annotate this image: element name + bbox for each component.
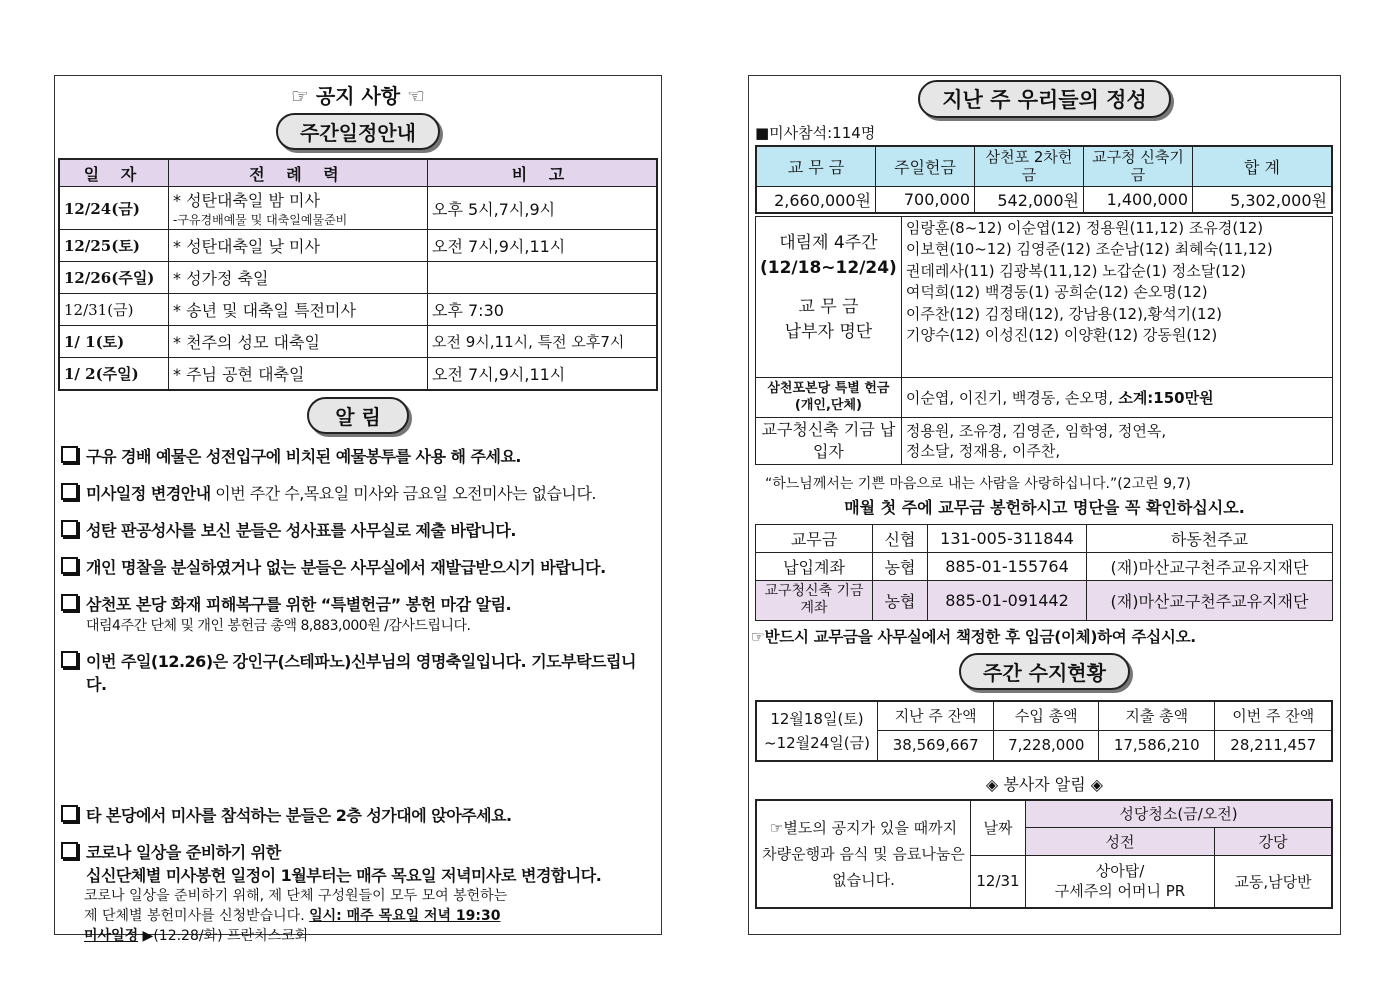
notice-detail-block xyxy=(61,886,655,946)
checkbox-icon xyxy=(61,446,78,463)
donor-label-line: 납부자 명단 xyxy=(784,321,873,342)
account-bank: 농협 xyxy=(873,552,928,580)
offering-panel xyxy=(748,75,1341,935)
volunteer-sub-header: 강당 xyxy=(1215,828,1333,856)
notice-item xyxy=(61,444,655,467)
account-label: 교무금 xyxy=(756,524,873,552)
row-date: 1/ 2(주일) xyxy=(59,358,169,391)
notice-text: 개인 명찰을 분실하였거나 없는 분들은 사무실에서 재발급받으시기 바랍니다. xyxy=(86,558,606,577)
finance-header: 지난 주 잔액 xyxy=(878,701,994,731)
building-names-line: 정소달, 정재용, 이주찬, xyxy=(905,441,1061,460)
notice-detail: 제 단체별 봉헌미사를 신청받습니다. xyxy=(84,908,305,924)
row-date: 12/24(금) xyxy=(59,187,169,230)
notice-text: 십신단체별 미사봉헌 일정이 1월부터는 매주 목요일 저녁미사로 변경합니다. xyxy=(86,866,602,885)
volunteer-table xyxy=(755,799,1333,909)
finance-value: 38,569,667 xyxy=(878,731,994,761)
notice-panel xyxy=(54,75,662,944)
notice-item xyxy=(61,649,655,695)
donor-line: 기양수(12) 이성진(12) 이양환(12) 강동원(12) xyxy=(905,326,1218,344)
value-tithe: 2,660,000원 xyxy=(756,186,876,213)
row-date: 12/26(주일) xyxy=(59,262,169,294)
account-label: 납입계좌 xyxy=(756,552,873,580)
notice-item xyxy=(61,803,655,826)
header-sunday: 주일헌금 xyxy=(876,146,975,186)
notice-detail: 이번 주간 수,목요일 미사와 금요일 오전미사는 없습니다. xyxy=(210,484,596,503)
row-event: * 성탄대축일 낮 미사 xyxy=(169,230,428,262)
table-row xyxy=(59,187,657,230)
account-holder: 하동천주교 xyxy=(1087,524,1333,552)
account-holder: (재)마산교구천주교유지재단 xyxy=(1087,552,1333,580)
row-note: 오전 9시,11시, 특전 오후7시 xyxy=(428,326,658,358)
finance-value: 7,228,000 xyxy=(994,731,1099,761)
alert-title: 알 림 xyxy=(307,397,409,434)
building-label: 교구청신축 기금 납입자 xyxy=(756,417,902,464)
volunteer-clean-header: 성당청소(금/오전) xyxy=(1026,800,1333,828)
volunteer-hall-line: 상아탑/ xyxy=(1095,862,1145,881)
notice-item xyxy=(61,555,655,578)
notice-text: 삼천포 본당 화재 피해복구를 위한 “특별헌금” 봉헌 마감 알림. xyxy=(86,595,512,614)
notice-text: 미사일정 변경안내 xyxy=(86,484,211,503)
offering-table xyxy=(755,145,1333,214)
checkbox-icon xyxy=(61,520,78,537)
finance-header: 수입 총액 xyxy=(994,701,1099,731)
donor-label-line: 교 무 금 xyxy=(798,296,859,317)
building-names-line: 정용원, 조유경, 김영준, 임학영, 정연옥, xyxy=(905,421,1167,440)
donor-names xyxy=(901,216,1332,377)
notice-item xyxy=(61,481,655,504)
header-total: 합 계 xyxy=(1193,146,1333,186)
checkbox-icon xyxy=(61,594,78,611)
value-second: 542,000원 xyxy=(975,186,1084,213)
notice-text: 성탄 판공성사를 보신 분들은 성사표를 사무실로 제출 바랍니다. xyxy=(86,521,516,540)
donor-label xyxy=(756,216,902,377)
header-second: 삼천포 2차헌금 xyxy=(975,146,1084,186)
volunteer-title: ◈ 봉사자 알림 ◈ xyxy=(985,774,1104,794)
checkbox-icon xyxy=(61,651,78,668)
row-event: * 송년 및 대축일 특전미사 xyxy=(169,294,428,326)
donor-line: 여덕희(12) 백경동(1) 공희순(12) 손오명(12) xyxy=(905,283,1208,301)
table-row xyxy=(59,358,657,391)
volunteer-date: 12/31 xyxy=(971,856,1026,908)
finance-period-line: ~12월24일(금) xyxy=(764,733,870,752)
donor-line: 권데레사(11) 김광복(11,12) 노갑순(1) 정소달(12) xyxy=(905,261,1246,280)
checkbox-icon xyxy=(61,557,78,574)
finance-table xyxy=(755,700,1333,762)
row-note: 오전 7시,9시,11시 xyxy=(428,358,658,391)
volunteer-hall xyxy=(1026,856,1215,908)
table-row xyxy=(59,326,657,358)
weekly-schedule-table xyxy=(58,158,658,391)
offering-title: 지난 주 우리들의 정성 xyxy=(918,80,1171,118)
donor-label-line: 대림제 4주간 xyxy=(779,232,878,253)
donor-line: 임랑훈(8~12) 이순엽(12) 정용원(11,12) 조유경(12) xyxy=(905,218,1264,237)
finance-header: 지출 총액 xyxy=(1099,701,1215,731)
account-holder: (재)마산교구천주교유지재단 xyxy=(1087,580,1333,620)
account-bank: 농협 xyxy=(873,580,928,620)
finance-header: 이번 주 잔액 xyxy=(1215,701,1332,731)
row-note: 오후 5시,7시,9시 xyxy=(428,187,658,230)
row-date: 12/31(금) xyxy=(59,294,169,326)
notice-detail: 코로나 일상을 준비하기 위해, 제 단체 구성원들이 모두 모여 봉헌하는 xyxy=(84,888,508,904)
row-date: 12/25(토) xyxy=(59,230,169,262)
finance-value: 28,211,457 xyxy=(1215,731,1332,761)
row-date: 1/ 1(토) xyxy=(59,326,169,358)
special-label: 삼천포본당 특별 헌금(개인,단체) xyxy=(756,377,902,417)
volunteer-hall-line: 구세주의 어머니 PR xyxy=(1054,882,1186,901)
col-header-note: 비 고 xyxy=(428,159,658,187)
notice-time: 일시: 매주 목요일 저녁 19:30 xyxy=(309,908,501,924)
account-bank: 신협 xyxy=(873,524,928,552)
row-event-title: * 성탄대축일 밤 미사 xyxy=(173,191,320,210)
row-event xyxy=(169,187,428,230)
donor-label-line: (12/18~12/24) xyxy=(760,257,897,278)
checkbox-icon xyxy=(61,842,78,859)
table-row xyxy=(59,294,657,326)
volunteer-sub-header: 성전 xyxy=(1026,828,1215,856)
finance-title: 주간 수지현황 xyxy=(959,653,1130,690)
notice-text: 이번 주일(12.26)은 강인구(스테파노)신부님의 영명축일입니다. 기도부탁드립니다. xyxy=(86,652,636,694)
account-label: 교구청신축 기금계좌 xyxy=(756,580,873,620)
header-building: 교구청 신축기금 xyxy=(1084,146,1193,186)
checkbox-icon xyxy=(61,805,78,822)
col-header-date: 일 자 xyxy=(59,159,169,187)
notice-detail: 대림4주간 단체 및 개인 봉헌금 총액 8,883,000원 /감사드립니다. xyxy=(86,618,471,634)
volunteer-note: ☞별도의 공지가 있을 때까지 차량운행과 음식 및 음료나눔은 없습니다. xyxy=(756,800,971,908)
account-table xyxy=(755,524,1333,621)
scripture-quote: “하느님께서는 기쁜 마음으로 내는 사람을 사랑하십니다.”(2고린 9,7) xyxy=(765,475,1191,492)
value-total: 5,302,000원 xyxy=(1193,186,1333,213)
notice-detail: ▶(12.28/화) 프란치스코회 xyxy=(138,928,309,944)
notice-text: 타 본당에서 미사를 참석하는 분들은 2층 성가대에 앉아주세요. xyxy=(86,806,512,825)
donor-line: 이보현(10~12) 김영준(12) 조순남(12) 최혜숙(11,12) xyxy=(905,240,1273,258)
notice-list xyxy=(55,444,661,946)
row-event: * 성가정 축일 xyxy=(169,262,428,294)
account-number: 885-01-091442 xyxy=(928,580,1087,620)
checkbox-icon xyxy=(61,483,78,500)
donor-table xyxy=(755,216,1333,465)
row-note: 오후 7:30 xyxy=(428,294,658,326)
row-event: * 주님 공현 대축일 xyxy=(169,358,428,391)
notice-item xyxy=(61,518,655,541)
building-names xyxy=(901,417,1332,464)
special-total: 소계:150만원 xyxy=(1113,388,1214,407)
notice-title: ☞ 공지 사항 ☜ xyxy=(290,84,426,108)
value-sunday: 700,000 xyxy=(876,186,975,213)
value-building: 1,400,000 xyxy=(1084,186,1193,213)
notice-label: 미사일정 xyxy=(84,928,139,944)
row-event: * 천주의 성모 대축일 xyxy=(169,326,428,358)
notice-item xyxy=(61,840,655,886)
volunteer-date-header: 날짜 xyxy=(971,800,1026,856)
notice-text: 코로나 일상을 준비하기 위한 xyxy=(86,843,281,862)
attendance: ■미사참석:114명 xyxy=(755,124,876,142)
special-names xyxy=(901,377,1332,417)
donor-line: 이주찬(12) 김정태(12), 강남용(12),황석기(12) xyxy=(905,304,1222,323)
special-names-text: 이순엽, 이진기, 백경동, 손오명, xyxy=(905,388,1114,407)
row-note xyxy=(428,262,658,294)
col-header-liturgy: 전 례 력 xyxy=(169,159,428,187)
account-number: 885-01-155764 xyxy=(928,552,1087,580)
notice-text: 구유 경배 예물은 성전입구에 비치된 예물봉투를 사용 해 주세요. xyxy=(86,447,521,466)
row-event-sub: -구유경배예물 및 대축일예물준비 xyxy=(173,213,348,227)
table-row xyxy=(59,262,657,294)
volunteer-auditorium: 교동,남당반 xyxy=(1215,856,1333,908)
table-row xyxy=(59,230,657,262)
finance-period-line: 12월18일(토) xyxy=(770,709,864,728)
header-tithe: 교 무 금 xyxy=(756,146,876,186)
exhortation: 매월 첫 주에 교무금 봉헌하시고 명단을 꼭 확인하십시오. xyxy=(844,497,1245,517)
schedule-title: 주간일정안내 xyxy=(276,113,440,150)
payment-notice: ☞반드시 교무금을 사무실에서 책정한 후 입금(이체)하여 주십시오. xyxy=(751,627,1196,646)
finance-period xyxy=(756,701,878,761)
account-number: 131-005-311844 xyxy=(928,524,1087,552)
notice-item xyxy=(61,592,655,635)
finance-value: 17,586,210 xyxy=(1099,731,1215,761)
row-note: 오전 7시,9시,11시 xyxy=(428,230,658,262)
